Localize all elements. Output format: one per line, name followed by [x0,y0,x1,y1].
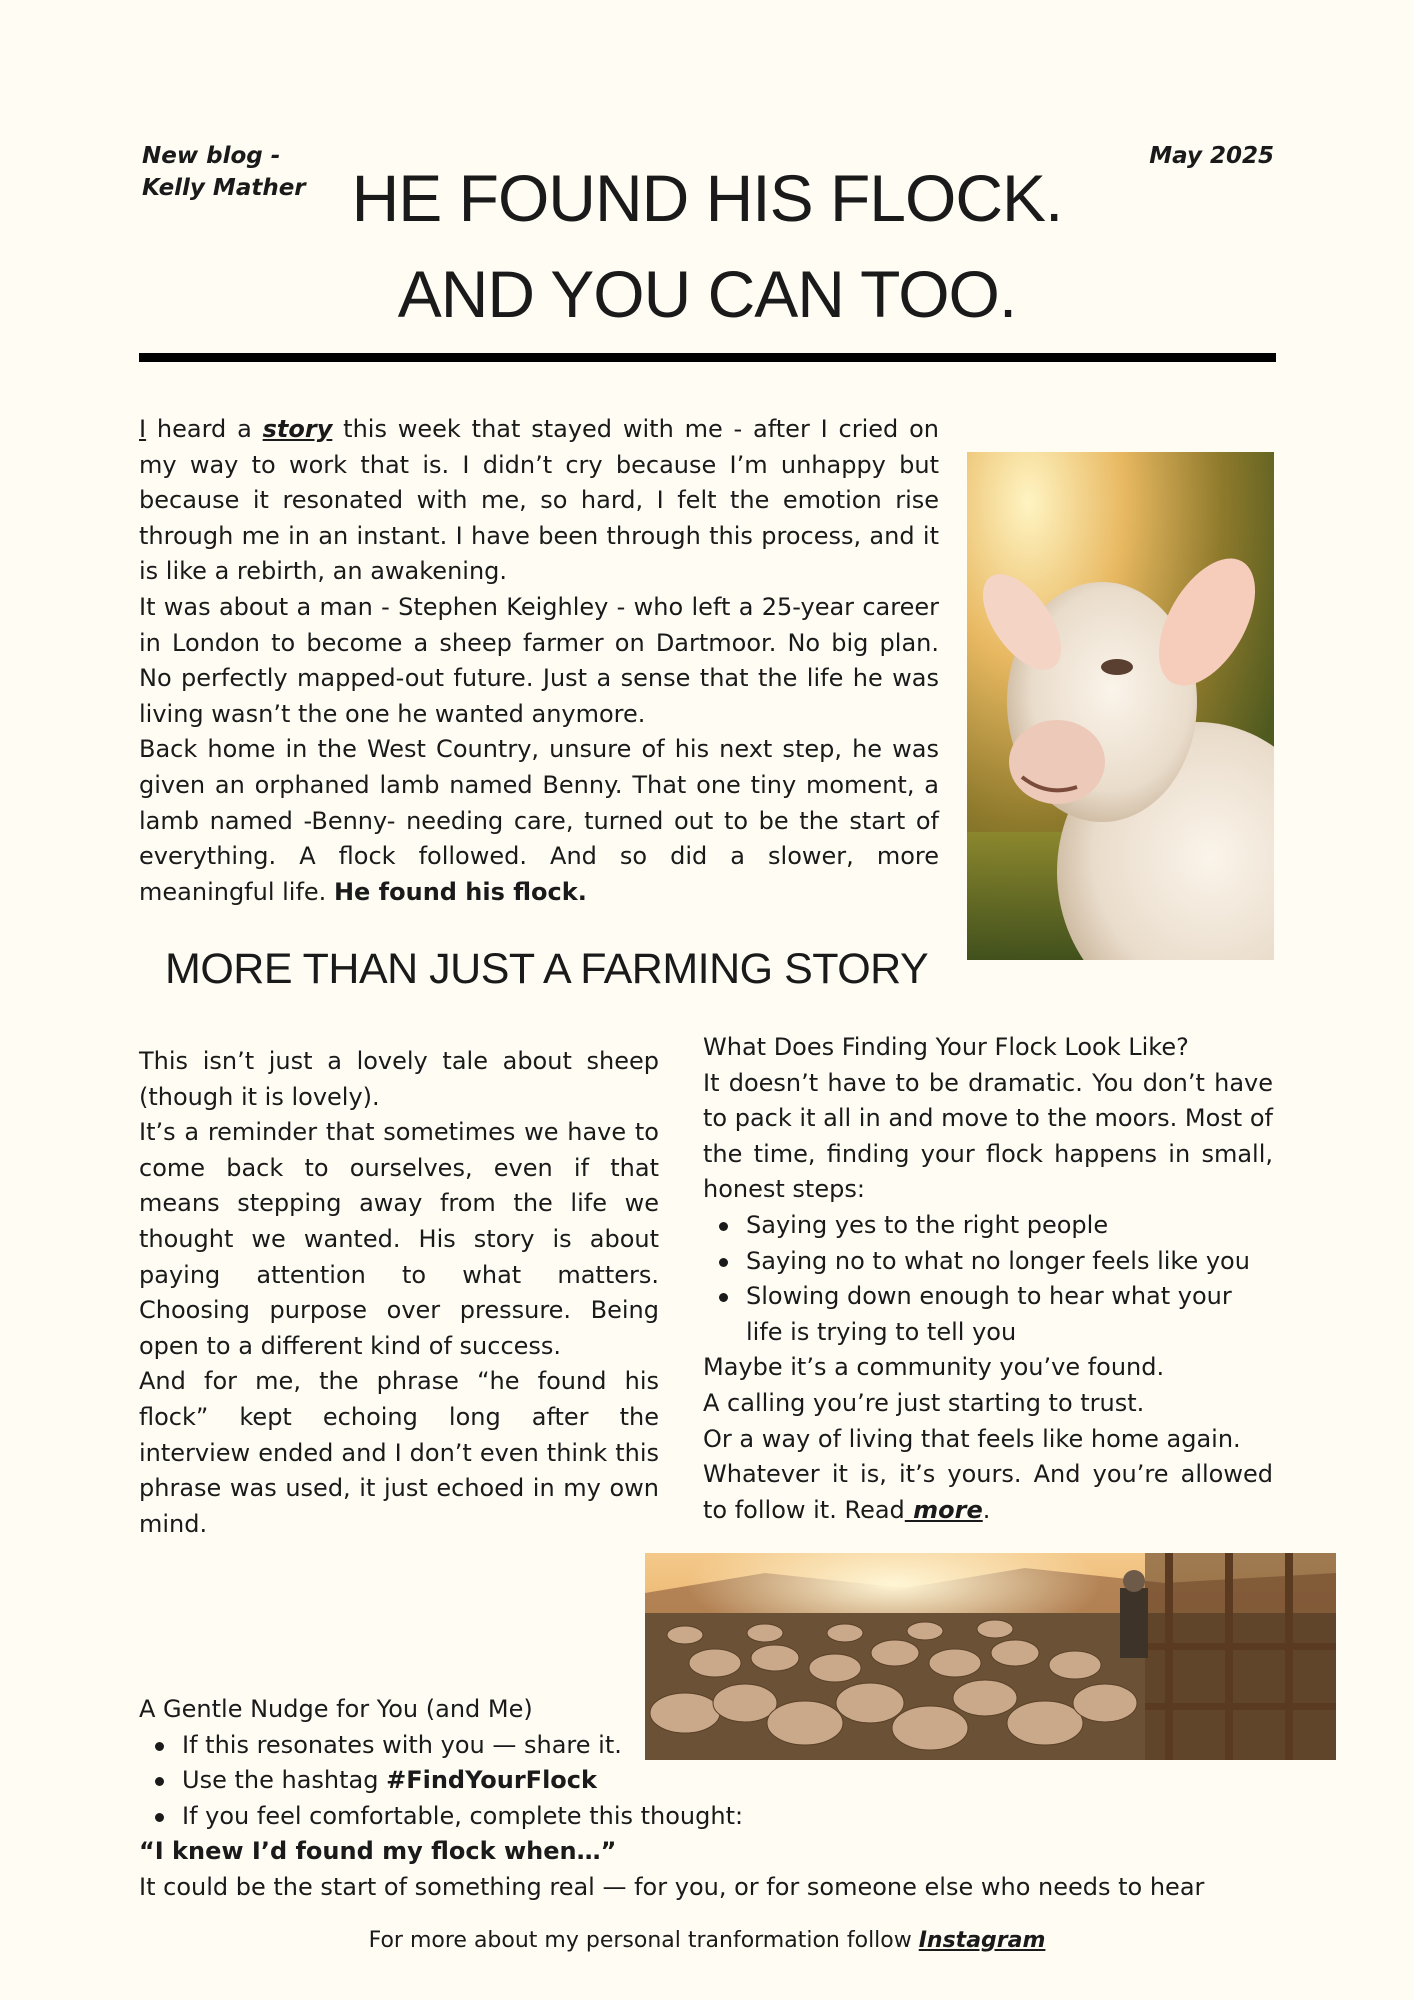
section-heading: MORE THAN JUST A FARMING STORY [165,945,929,993]
list-item [182,1763,1289,1799]
left-column [139,1044,659,1542]
right-line-2: A calling you’re just starting to trust. [703,1388,1145,1417]
found-flock-emphasis: He found his flock. [333,877,587,906]
right-text-a: Whatever it is, it’s yours. And you’re allowed to follow it. Read [703,1460,1273,1524]
story-link[interactable]: story [262,415,333,443]
list-item: Saying yes to the right people [746,1208,1273,1244]
right-line-1: Maybe it’s a community you’ve found. [703,1353,1165,1382]
right-column [703,1030,1273,1528]
intro-text [139,412,939,910]
right-paragraph-2 [703,1457,1273,1528]
lamb-illustration [967,452,1274,960]
left-paragraph-2: It’s a reminder that sometimes we have to come back to ourselves, even if that means stepping away from the life we thought we wanted. His story is about paying attention to what matters. Choosing purpose over pressure. Being open to a different kind of success. [139,1118,659,1360]
nudge-list [139,1728,1289,1835]
nudge-heading: A Gentle Nudge for You (and Me) [139,1695,533,1723]
list-item: If you feel comfortable, complete this thought: [182,1799,1289,1835]
header-divider [139,353,1276,362]
blog-byline [142,140,306,204]
list-item: Saying no to what no longer feels like you [746,1244,1273,1280]
right-line-3: Or a way of living that feels like home again. [703,1424,1241,1453]
list-item: Slowing down enough to hear what your life is trying to tell you [746,1279,1273,1350]
steps-list [703,1208,1273,1350]
hashtag: #FindYourFlock [386,1766,597,1795]
closing-line: It could be the start of something real — for you, or for someone else who needs to hear [139,1872,1205,1901]
prompt-quote: “I knew I’d found my flock when…” [139,1837,617,1866]
intro-text-b: this week that stayed with me - after I cried on my way to work that is. I didn’t cry because I’m unhappy but because it resonated with me, so hard, I felt the emotion rise through me in an instant. I have been through this process, and it is like a rebirth, an awakening. [139,415,939,586]
lamb-photo [967,452,1274,960]
footer [0,1928,1414,1953]
hashtag-intro: Use the hashtag [182,1766,387,1795]
list-item: If this resonates with you — share it. [182,1728,1289,1764]
headline-line-1: HE FOUND HIS FLOCK. [351,161,1063,235]
drop-letter: I [139,415,147,443]
instagram-link[interactable]: Instagram [918,1928,1046,1953]
intro-text-a: heard a [146,415,263,443]
right-heading: What Does Finding Your Flock Look Like? [703,1033,1189,1061]
right-paragraph-1: It doesn’t have to be dramatic. You don’t have to pack it all in and move to the moors. Most of the time, finding your flock happens in small, honest steps: [703,1068,1273,1204]
author-name: Kelly Mather [142,175,306,201]
intro-paragraph-2: It was about a man - Stephen Keighley - who left a 25-year career in London to become a sheep farmer on Dartmoor. No big plan. No perfectly mapped-out future. Just a sense that the life he was living wasn’t the one he wanted anymore. [139,592,939,728]
blog-label: New blog - [142,143,281,169]
footer-text: For more about my personal tranformation follow [368,1928,919,1953]
left-paragraph-3: And for me, the phrase “he found his flock” kept echoing long after the interview ended and I don’t even think this phrase was used, it just echoed in my own mind. [139,1367,659,1538]
intro-text-c: Back home in the West Country, unsure of his next step, he was given an orphaned lamb named Benny. That one tiny moment, a lamb named -Benny- needing care, turned out to be the start of everything. A flock followed. And so did a slower, more meaningful life. [139,735,939,906]
page-title [300,150,1114,342]
left-paragraph-1: This isn’t just a lovely tale about sheep (though it is lovely). [139,1047,659,1111]
intro-paragraph-3 [139,732,939,910]
right-text-end: . [982,1495,991,1524]
intro-paragraph-1 [139,412,939,590]
read-more-link[interactable]: more [904,1495,983,1524]
issue-date: May 2025 [1149,143,1274,169]
headline-line-2: AND YOU CAN TOO. [397,257,1017,331]
nudge-section [139,1692,1289,1906]
